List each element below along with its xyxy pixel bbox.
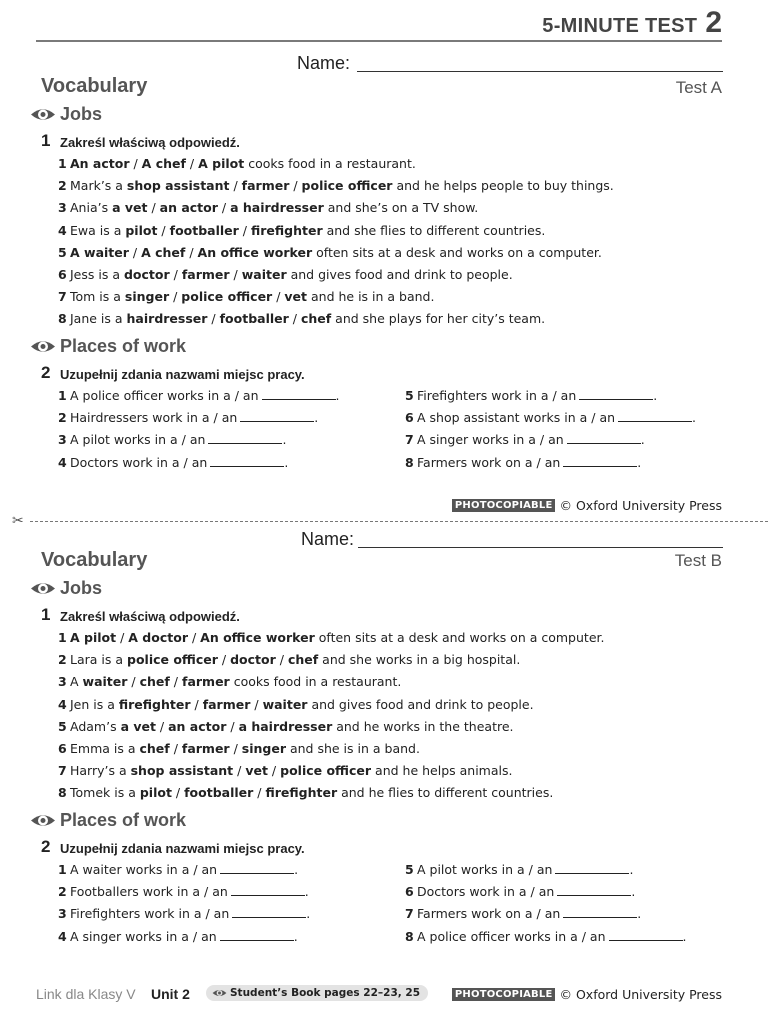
cut-line: [30, 521, 768, 522]
places-list-right-a: [405, 388, 696, 477]
item-text: Doctors work in a / an: [417, 884, 555, 900]
name-label-b: Name:: [301, 529, 355, 549]
item-text: and he flies to different countries.: [337, 785, 554, 801]
item-text: /: [233, 763, 246, 779]
item-text: and she works in a big hospital.: [318, 652, 521, 668]
item-period: .: [294, 862, 299, 877]
item-text: Adam’s: [70, 718, 121, 734]
exercise-item: [58, 432, 340, 454]
answer-option[interactable]: pilot: [139, 785, 172, 801]
header-title-text: 5-MINUTE TEST: [542, 15, 698, 37]
answer-option[interactable]: farmer: [181, 740, 230, 756]
subsection-places-b: [30, 810, 186, 831]
item-number: 3: [58, 200, 67, 216]
item-text: /: [207, 311, 220, 327]
exercise-item: [58, 884, 310, 906]
exercise-item: [58, 223, 614, 245]
exercise-item: [58, 200, 614, 222]
eye-icon: [212, 988, 227, 998]
item-number: 5: [405, 862, 414, 877]
answer-blank[interactable]: [555, 863, 629, 874]
item-number: 5: [58, 718, 67, 734]
eye-icon: [30, 338, 56, 355]
item-text: cooks food in a restaurant.: [244, 156, 416, 171]
name-field-a[interactable]: [357, 71, 723, 72]
jobs-list-b: [58, 630, 604, 808]
eye-icon: [30, 580, 56, 597]
answer-blank[interactable]: [563, 907, 637, 918]
item-text: /: [169, 289, 182, 305]
answer-option[interactable]: A pilot: [70, 630, 117, 645]
task-instruction: Uzupełnij zdania nazwami miejsc pracy.: [60, 841, 305, 856]
item-number: 3: [58, 432, 67, 448]
jobs-list-a: [58, 156, 614, 334]
task-instruction: Zakreśl właściwą odpowiedź.: [60, 609, 240, 624]
exercise-item: [58, 245, 614, 267]
answer-blank[interactable]: [231, 885, 305, 896]
header-test-number: 2: [705, 6, 722, 39]
exercise-item: [58, 652, 604, 674]
item-number: 4: [58, 222, 67, 238]
item-period: .: [629, 862, 634, 877]
item-text: /: [185, 156, 199, 171]
item-number: 2: [58, 884, 67, 900]
item-text: A singer works in a / an: [70, 928, 217, 944]
subsection-jobs-a: [30, 104, 102, 125]
answer-option[interactable]: singer: [124, 289, 170, 305]
task-number: 2: [41, 363, 51, 382]
answer-option[interactable]: singer: [241, 740, 286, 756]
exercise-item: [58, 455, 340, 477]
answer-option[interactable]: A chef: [141, 156, 186, 171]
exercise-item: [58, 697, 604, 719]
answer-option[interactable]: chef: [287, 652, 319, 668]
item-text: often sits at a desk and works on a computer.: [312, 244, 602, 260]
name-label-a: Name:: [297, 53, 351, 73]
item-text: and he is in a band.: [307, 289, 435, 305]
item-number: 8: [405, 454, 414, 470]
item-text: /: [169, 740, 182, 756]
photocopiable-badge: PHOTOCOPIABLE: [452, 988, 556, 1001]
item-number: 2: [58, 652, 67, 668]
answer-blank[interactable]: [563, 456, 637, 467]
footer-unit: Unit 2: [151, 986, 190, 1002]
exercise-item: [58, 741, 604, 763]
item-number: 8: [405, 928, 414, 944]
answer-option[interactable]: an actor: [159, 200, 218, 216]
item-number: 4: [58, 696, 67, 712]
item-text: and gives food and drink to people.: [307, 696, 534, 712]
exercise-item: [58, 719, 604, 741]
answer-option[interactable]: a vet: [120, 718, 156, 734]
answer-blank[interactable]: [618, 411, 692, 422]
answer-option[interactable]: chef: [139, 740, 170, 756]
scissors-icon: ✂: [12, 512, 24, 528]
item-text: cooks food in a restaurant.: [229, 674, 402, 690]
subsection-title: Places of work: [60, 336, 187, 356]
item-text: Ewa is a: [70, 222, 126, 238]
exercise-item: [58, 178, 614, 200]
item-number: 2: [58, 178, 67, 194]
answer-option[interactable]: An actor: [70, 156, 130, 171]
item-text: /: [229, 266, 242, 282]
section-title-b: Vocabulary: [41, 549, 148, 571]
answer-option[interactable]: An office worker: [197, 244, 313, 260]
item-text: /: [226, 718, 239, 734]
answer-option[interactable]: police officer: [301, 178, 393, 194]
item-text: Tomek is a: [70, 785, 140, 801]
item-text: /: [217, 652, 231, 668]
answer-option[interactable]: vet: [245, 763, 268, 779]
exercise-item: [58, 763, 604, 785]
test-label-b: Test B: [674, 551, 722, 570]
answer-option[interactable]: an actor: [168, 718, 227, 734]
answer-blank[interactable]: [609, 930, 683, 941]
item-number: 2: [58, 410, 67, 426]
copyright-text: © Oxford University Press: [559, 498, 722, 513]
answer-blank[interactable]: [232, 907, 306, 918]
item-text: A waiter works in a / an: [70, 862, 218, 877]
answer-option[interactable]: doctor: [230, 652, 276, 668]
places-list-right-b: [405, 862, 687, 951]
exercise-item: [58, 311, 614, 333]
item-text: Hairdressers work in a / an: [70, 410, 238, 426]
item-text: /: [128, 244, 142, 260]
answer-blank[interactable]: [220, 930, 294, 941]
item-text: Firefighters work in a / an: [417, 388, 577, 403]
answer-blank[interactable]: [240, 411, 314, 422]
answer-option[interactable]: a hairdresser: [238, 718, 333, 734]
exercise-item: [58, 156, 614, 178]
item-number: 4: [58, 928, 67, 944]
item-text: /: [229, 178, 242, 194]
places-list-left-a: [58, 388, 340, 477]
answer-option[interactable]: a vet: [112, 200, 148, 216]
item-number: 1: [58, 862, 67, 877]
item-text: and she is in a band.: [286, 740, 420, 756]
item-text: A police officer works in a / an: [70, 388, 259, 403]
item-text: /: [129, 156, 142, 171]
item-period: .: [306, 906, 311, 922]
item-period: .: [631, 884, 636, 900]
item-period: .: [637, 906, 642, 922]
item-period: .: [692, 410, 697, 426]
task-number: 1: [41, 131, 51, 150]
answer-option[interactable]: farmer: [202, 696, 251, 712]
item-text: often sits at a desk and works on a computer.: [314, 630, 605, 645]
answer-blank[interactable]: [262, 389, 336, 400]
item-period: .: [282, 432, 287, 448]
item-text: /: [229, 740, 242, 756]
copyright-text: © Oxford University Press: [559, 987, 722, 1002]
item-text: Jen is a: [70, 696, 119, 712]
exercise-item: [58, 410, 340, 432]
item-text: /: [127, 674, 140, 690]
item-text: /: [288, 311, 301, 327]
item-text: Jess is a: [70, 266, 124, 282]
item-text: A: [70, 674, 83, 690]
item-text: /: [289, 178, 302, 194]
item-text: A pilot works in a / an: [417, 862, 553, 877]
footer-pages-pill: [206, 985, 428, 1001]
exercise-item: [405, 906, 687, 928]
footer-pages-text: Student’s Book pages 22–23, 25: [230, 987, 421, 999]
exercise-item: [405, 929, 687, 951]
item-text: /: [250, 696, 263, 712]
footer-photocopiable-notice: [452, 987, 722, 1002]
answer-blank[interactable]: [557, 885, 631, 896]
item-period: .: [335, 388, 340, 403]
item-text: /: [253, 785, 266, 801]
item-text: /: [116, 630, 129, 645]
name-field-b[interactable]: [358, 547, 723, 548]
exercise-item: [58, 906, 310, 928]
task-instruction: Zakreśl właściwą odpowiedź.: [60, 135, 240, 150]
answer-blank[interactable]: [567, 433, 641, 444]
item-text: Farmers work on a / an: [417, 906, 561, 922]
exercise-item: [405, 862, 687, 884]
item-text: /: [171, 785, 185, 801]
exercise-item: [405, 455, 696, 477]
item-number: 6: [58, 740, 67, 756]
answer-option[interactable]: A waiter: [70, 244, 129, 260]
answer-option[interactable]: waiter: [241, 266, 287, 282]
item-text: Farmers work on a / an: [417, 454, 561, 470]
answer-option[interactable]: A doctor: [128, 630, 188, 645]
item-period: .: [653, 388, 658, 403]
item-number: 1: [58, 388, 67, 403]
item-number: 1: [58, 630, 67, 645]
eye-icon: [30, 812, 56, 829]
answer-option[interactable]: firefighter: [265, 785, 338, 801]
answer-option[interactable]: footballer: [184, 785, 254, 801]
subsection-title: Jobs: [60, 578, 103, 598]
item-number: 7: [405, 432, 414, 448]
answer-option[interactable]: police officer: [280, 763, 372, 779]
item-text: /: [187, 630, 201, 645]
exercise-item: [405, 410, 696, 432]
item-period: .: [682, 928, 687, 944]
item-period: .: [637, 454, 642, 470]
answer-option[interactable]: pilot: [125, 222, 158, 238]
item-period: .: [304, 884, 309, 900]
exercise-item: [405, 388, 696, 410]
item-text: /: [275, 652, 288, 668]
item-text: /: [238, 222, 251, 238]
section-title-a: Vocabulary: [41, 75, 148, 97]
item-number: 6: [405, 884, 414, 900]
item-text: /: [157, 222, 170, 238]
exercise-item: [58, 630, 604, 652]
subsection-title: Jobs: [60, 104, 103, 124]
item-text: Harry’s a: [70, 763, 131, 779]
answer-option[interactable]: chef: [300, 311, 332, 327]
exercise-item: [58, 785, 604, 807]
item-number: 7: [405, 906, 414, 922]
item-text: /: [217, 200, 231, 216]
item-text: Ania’s: [70, 200, 113, 216]
item-number: 5: [405, 388, 414, 403]
item-number: 6: [58, 266, 67, 282]
item-text: /: [155, 718, 169, 734]
item-text: A police officer works in a / an: [417, 928, 606, 944]
item-text: and he helps animals.: [371, 763, 513, 779]
answer-option[interactable]: farmer: [182, 674, 230, 690]
item-number: 8: [58, 785, 67, 801]
answer-option[interactable]: waiter: [262, 696, 308, 712]
eye-icon: [30, 106, 56, 123]
exercise-item: [58, 862, 310, 884]
photocopiable-notice: [452, 498, 722, 513]
exercise-item: [58, 929, 310, 951]
answer-option[interactable]: firefighter: [250, 222, 323, 238]
answer-option[interactable]: shop assistant: [126, 178, 230, 194]
answer-option[interactable]: police officer: [127, 652, 218, 668]
footer-series: Link dla Klasy V: [36, 986, 136, 1002]
task-instruction: Uzupełnij zdania nazwami miejsc pracy.: [60, 367, 305, 382]
item-number: 6: [405, 410, 414, 426]
item-period: .: [314, 410, 319, 426]
item-text: Emma is a: [70, 740, 140, 756]
item-text: Lara is a: [70, 652, 127, 668]
answer-option[interactable]: waiter: [82, 674, 128, 690]
answer-option[interactable]: doctor: [123, 266, 170, 282]
item-text: and she flies to different countries.: [322, 222, 546, 238]
answer-option[interactable]: A chef: [141, 244, 186, 260]
exercise-item: [58, 267, 614, 289]
places-list-left-b: [58, 862, 310, 951]
item-text: and he works in the theatre.: [332, 718, 514, 734]
item-period: .: [293, 928, 298, 944]
exercise-item: [58, 674, 604, 696]
item-text: /: [147, 200, 160, 216]
subsection-title: Places of work: [60, 810, 187, 830]
item-number: 4: [58, 454, 67, 470]
item-text: and he helps people to buy things.: [392, 178, 614, 194]
answer-option[interactable]: farmer: [241, 178, 290, 194]
header-divider: [36, 40, 722, 42]
answer-option[interactable]: chef: [139, 674, 170, 690]
exercise-item: [58, 388, 340, 410]
item-text: Mark’s a: [70, 178, 127, 194]
item-text: A shop assistant works in a / an: [417, 410, 616, 426]
item-number: 5: [58, 244, 67, 260]
task-number: 2: [41, 837, 51, 856]
item-text: /: [272, 289, 285, 305]
exercise-item: [58, 289, 614, 311]
answer-option[interactable]: vet: [284, 289, 308, 305]
task-number: 1: [41, 605, 51, 624]
item-text: /: [185, 244, 198, 260]
item-number: 8: [58, 311, 67, 327]
answer-option[interactable]: a hairdresser: [230, 200, 324, 216]
item-number: 7: [58, 763, 67, 779]
item-text: /: [169, 674, 182, 690]
item-text: and gives food and drink to people.: [286, 266, 513, 282]
item-text: Firefighters work in a / an: [70, 906, 230, 922]
item-number: 7: [58, 289, 67, 305]
item-number: 3: [58, 906, 67, 922]
answer-blank[interactable]: [579, 389, 653, 400]
answer-option[interactable]: footballer: [169, 222, 239, 238]
answer-option[interactable]: hairdresser: [126, 311, 208, 327]
item-text: /: [190, 696, 203, 712]
exercise-item: [405, 884, 687, 906]
answer-option[interactable]: A pilot: [198, 156, 245, 171]
answer-option[interactable]: farmer: [181, 266, 230, 282]
item-number: 3: [58, 674, 67, 690]
item-text: Jane is a: [70, 311, 127, 327]
test-label-a: Test A: [675, 78, 722, 97]
answer-blank[interactable]: [208, 433, 282, 444]
exercise-item: [405, 432, 696, 454]
answer-option[interactable]: An office worker: [200, 630, 315, 645]
photocopiable-badge: PHOTOCOPIABLE: [452, 499, 556, 512]
item-text: /: [267, 763, 281, 779]
answer-blank[interactable]: [210, 456, 284, 467]
item-text: Tom is a: [70, 289, 125, 305]
subsection-jobs-b: [30, 578, 102, 599]
item-period: .: [640, 432, 645, 448]
answer-option[interactable]: shop assistant: [130, 763, 234, 779]
item-text: Footballers work in a / an: [70, 884, 228, 900]
item-text: and she’s on a TV show.: [323, 200, 479, 216]
item-text: Doctors work in a / an: [70, 454, 208, 470]
answer-option[interactable]: footballer: [219, 311, 289, 327]
subsection-places-a: [30, 336, 186, 357]
answer-blank[interactable]: [220, 863, 294, 874]
item-period: .: [284, 454, 289, 470]
page-header-title: [542, 6, 722, 40]
answer-option[interactable]: police officer: [181, 289, 273, 305]
answer-option[interactable]: firefighter: [118, 696, 191, 712]
item-text: A singer works in a / an: [417, 432, 564, 448]
item-text: /: [169, 266, 182, 282]
item-text: and she plays for her city’s team.: [331, 311, 546, 327]
item-number: 1: [58, 156, 67, 171]
item-text: A pilot works in a / an: [70, 432, 206, 448]
